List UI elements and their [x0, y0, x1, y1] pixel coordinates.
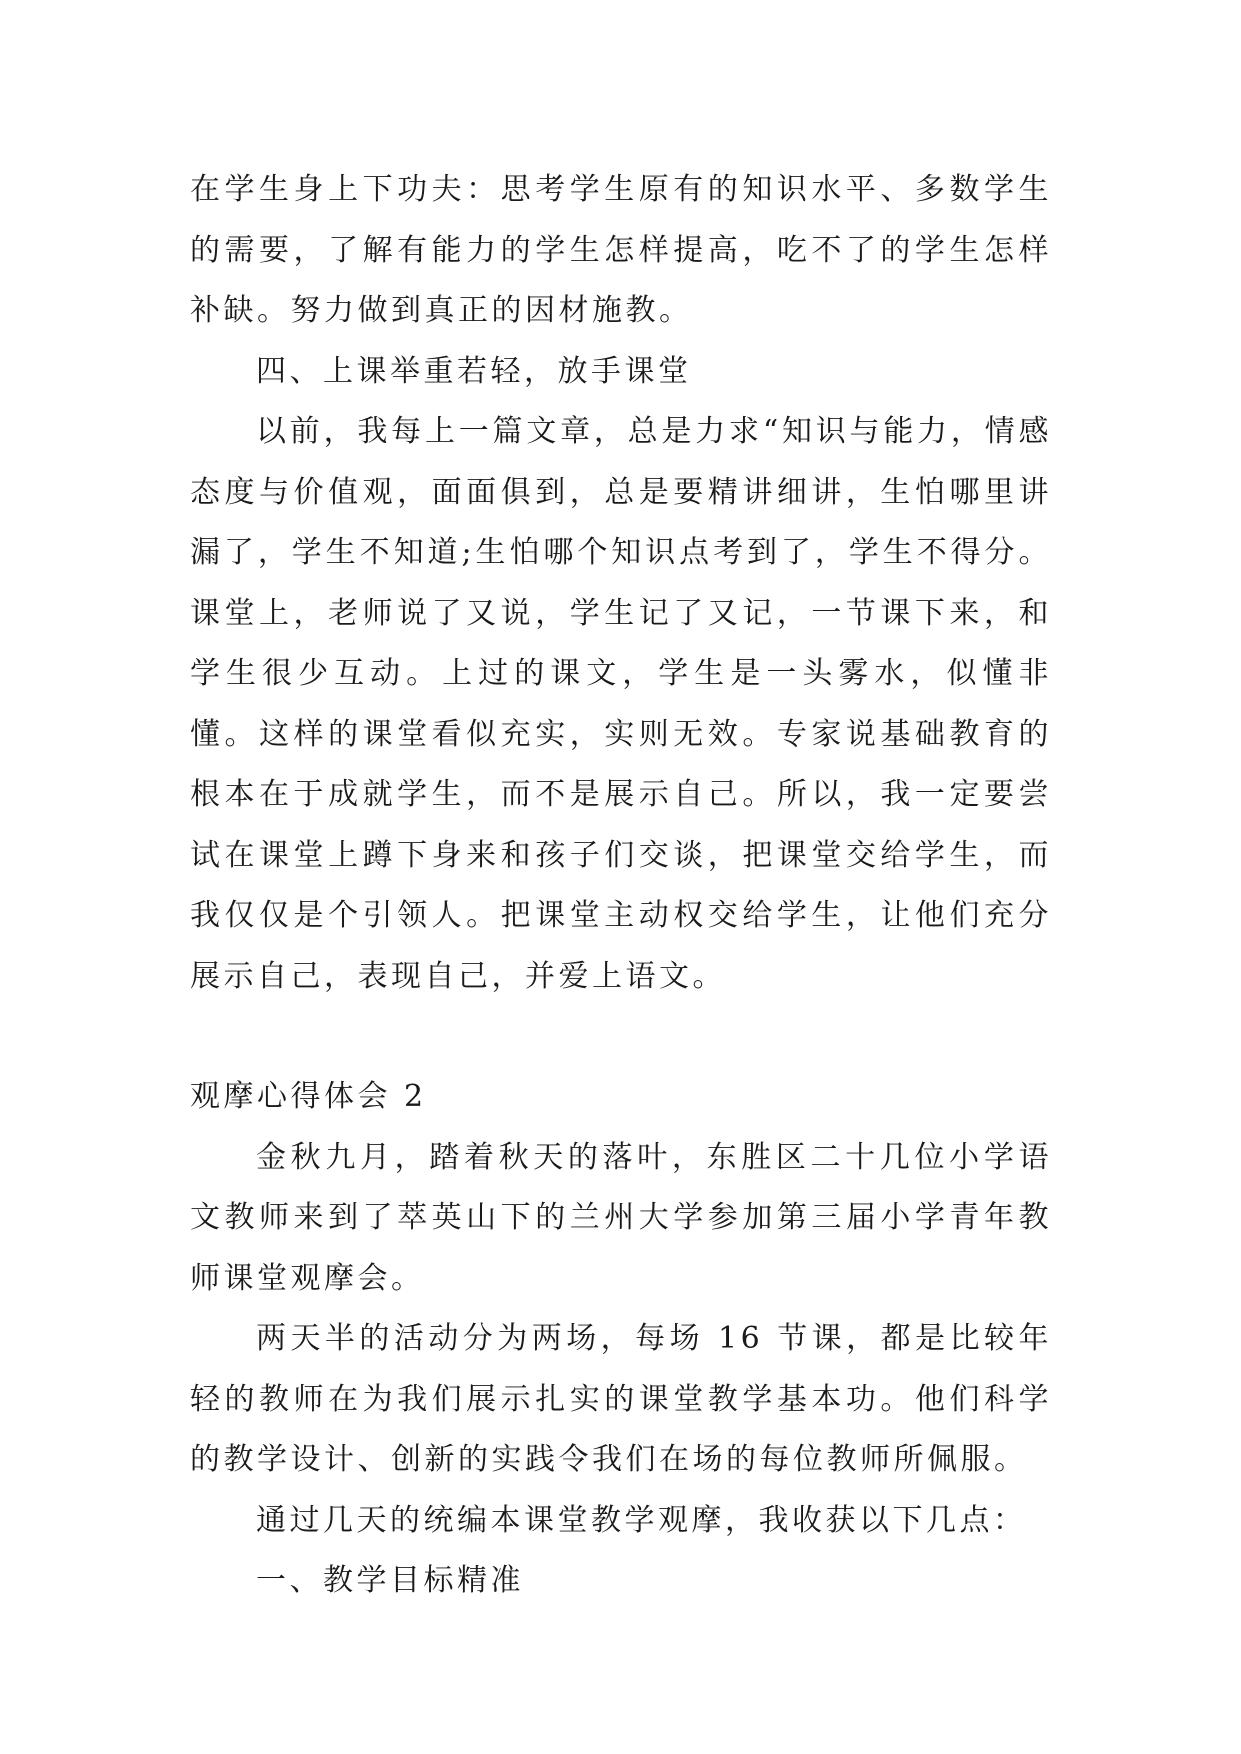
paragraph: 两天半的活动分为两场，每场 16 节课，都是比较年轻的教师在为我们展示扎实的课堂教学基本功。他们科学的教学设计、创新的实践令我们在场的每位教师所佩服。 — [190, 1321, 1052, 1477]
paragraph: 通过几天的统编本课堂教学观摩，我收获以下几点： — [256, 1502, 1027, 1538]
paragraph: 以前，我每上一篇文章，总是力求“知识与能力，情感态度与价值观，面面俱到，总是要精讲细讲，生怕哪里讲漏了，学生不知道;生怕哪个知识点考到了，学生不得分。课堂上，老师说了又说，学生记了又记，一节课下来，和学生很少互动。上过的课文，学生是一头雾水，似懂非懂。这样的课堂看似充实，实则无效。专家说基础教育的根本在于成就学生，而不是展示自己。所以，我一定要尝试在课堂上蹲下身来和孩子们交谈，把课堂交给学生，而我仅仅是个引领人。把课堂主动权交给学生，让他们充分展示自己，表现自己，并爱上语文。 — [190, 414, 1052, 994]
paragraph: 金秋九月，踏着秋天的落叶，东胜区二十几位小学语文教师来到了萃英山下的兰州大学参加第三届小学青年教师课堂观摩会。 — [190, 1139, 1052, 1296]
section-title: 观摩心得体会 2 — [190, 1079, 427, 1114]
document-page — [190, 160, 1052, 1612]
subheading: 一、教学目标精准 — [256, 1563, 524, 1598]
subheading: 四、上课举重若轻，放手课堂 — [256, 353, 692, 389]
paragraph: 在学生身上下功夫：思考学生原有的知识水平、多数学生的需要，了解有能力的学生怎样提高，吃不了的学生怎样补缺。努力做到真正的因材施教。 — [190, 172, 1052, 328]
